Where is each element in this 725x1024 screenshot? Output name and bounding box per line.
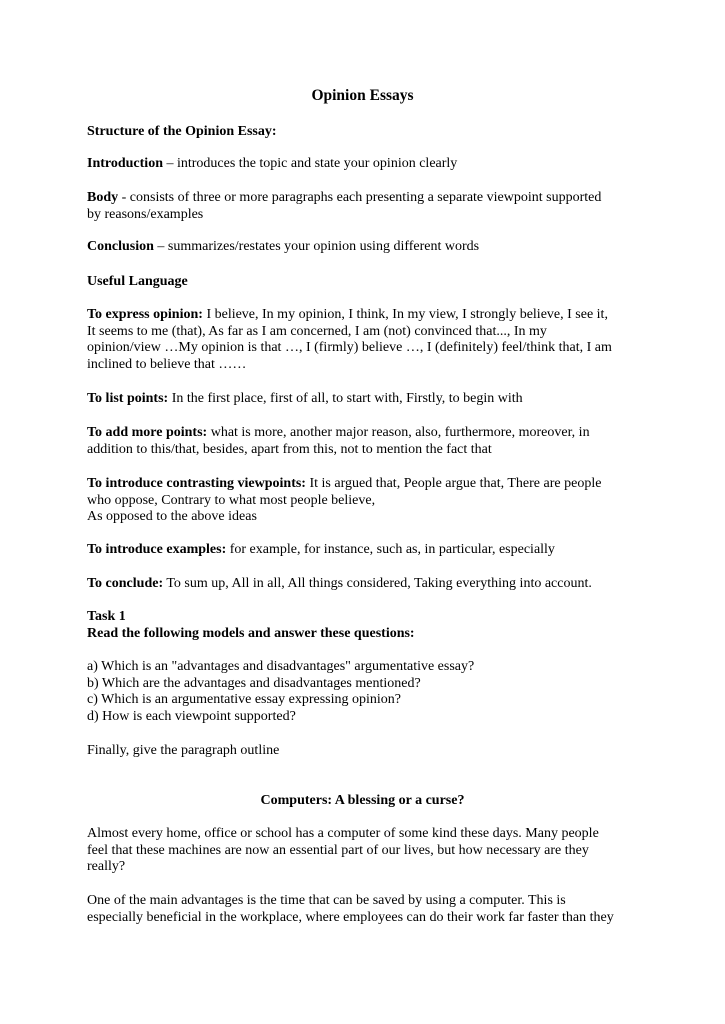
line-text: addition to this/that, besides, apart from this, not to mention the fact that <box>87 441 492 457</box>
bold-label: To conclude: <box>87 576 164 591</box>
text-line <box>87 676 647 693</box>
line-text: for example, for instance, such as, in particular, especially <box>226 542 555 557</box>
essay-title <box>0 793 725 810</box>
outline-instruction <box>87 743 647 760</box>
bold-label: Computers: A blessing or a curse? <box>260 793 465 808</box>
text-line <box>87 274 647 291</box>
line-text: I believe, In my opinion, I think, In my view, I strongly believe, I see it, <box>202 307 608 322</box>
bold-label: To list points: <box>87 391 169 406</box>
bold-label: To express opinion: <box>87 307 203 322</box>
line-text: One of the main advantages is the time that can be saved by using a computer. This is <box>87 893 566 908</box>
line-text: It is argued that, People argue that, There are people <box>305 476 602 491</box>
useful-language-heading <box>87 274 647 291</box>
text-line <box>87 307 647 324</box>
bold-label: Introduction <box>87 156 163 171</box>
line-text: – summarizes/restates your opinion using different words <box>153 239 480 254</box>
line-text: inclined to believe that …… <box>87 357 247 373</box>
bold-label: Conclusion <box>87 239 154 254</box>
list-points-para <box>87 391 647 408</box>
line-text: Finally, give the paragraph outline <box>87 743 280 758</box>
essay-intro-para <box>87 826 647 876</box>
line-text: opinion/view …My opinion is that …, I (firmly) believe …, I (definitely) feel/think that, I am <box>87 340 612 356</box>
essay-para-2 <box>87 893 647 926</box>
text-line <box>87 893 647 910</box>
text-line <box>87 659 647 676</box>
text-line <box>87 859 647 876</box>
line-text: - consists of three or more paragraphs each presenting a separate viewpoint supported <box>118 190 602 205</box>
text-line <box>87 476 647 493</box>
body-para <box>87 190 647 223</box>
introduction-para <box>87 156 647 173</box>
text-line <box>87 493 647 510</box>
bold-label: To introduce contrasting viewpoints: <box>87 476 306 491</box>
structure-heading <box>87 124 647 141</box>
line-text: b) Which are the advantages and disadvantages mentioned? <box>87 675 421 691</box>
text-line <box>87 442 647 459</box>
line-text: – introduces the topic and state your opinion clearly <box>162 156 458 171</box>
bold-label: Structure of the Opinion Essay: <box>87 124 277 139</box>
bold-label: Task 1 <box>87 609 126 624</box>
text-line <box>87 357 647 374</box>
line-text: by reasons/examples <box>87 206 204 222</box>
line-text: As opposed to the above ideas <box>87 509 257 525</box>
text-line <box>87 207 647 224</box>
bold-label: To add more points: <box>87 425 208 440</box>
text-line <box>0 793 725 810</box>
bold-label: Useful Language <box>87 274 188 289</box>
conclusion-para <box>87 239 647 256</box>
bold-label: Body <box>87 190 119 205</box>
text-line <box>87 609 647 626</box>
text-line <box>87 576 647 593</box>
task-instruction <box>87 626 647 643</box>
bold-label: Read the following models and answer these questions: <box>87 626 415 641</box>
line-text: especially beneficial in the workplace, where employees can do their work far faster than they <box>87 909 614 925</box>
line-text: a) Which is an "advantages and disadvantages" argumentative essay? <box>87 659 475 674</box>
page-title: Opinion Essays <box>311 87 414 104</box>
bold-label: To introduce examples: <box>87 542 227 557</box>
line-text: In the first place, first of all, to start with, Firstly, to begin with <box>168 391 523 406</box>
task-heading <box>87 609 647 626</box>
text-line <box>87 156 647 173</box>
text-line <box>87 743 647 760</box>
text-line <box>87 709 647 726</box>
text-line <box>87 826 647 843</box>
line-text: c) Which is an argumentative essay expressing opinion? <box>87 692 402 708</box>
text-line <box>87 910 647 927</box>
text-line <box>87 340 647 357</box>
line-text: Almost every home, office or school has a computer of some kind these days. Many people <box>87 826 599 841</box>
text-line <box>87 239 647 256</box>
text-line <box>87 843 647 860</box>
add-points-para <box>87 425 647 458</box>
express-opinion-para <box>87 307 647 374</box>
line-text: who oppose, Contrary to what most people believe, <box>87 492 376 508</box>
line-text: feel that these machines are now an essential part of our lives, but how necessary are they <box>87 842 589 858</box>
line-text: what is more, another major reason, also, furthermore, moreover, in <box>207 425 590 440</box>
questions-list <box>87 659 647 726</box>
conclude-para <box>87 576 647 593</box>
text-line <box>87 324 647 341</box>
text-line <box>87 190 647 207</box>
line-text: It seems to me (that), As far as I am concerned, I am (not) convinced that..., In my <box>87 323 547 339</box>
examples-para <box>87 542 647 559</box>
contrasting-viewpoints-para <box>87 476 647 526</box>
text-line <box>87 425 647 442</box>
text-line <box>87 124 647 141</box>
text-line <box>87 692 647 709</box>
line-text: To sum up, All in all, All things considered, Taking everything into account. <box>163 576 592 591</box>
text-line <box>87 391 647 408</box>
text-line <box>87 509 647 526</box>
line-text: d) How is each viewpoint supported? <box>87 709 296 725</box>
line-text: really? <box>87 859 126 875</box>
text-line <box>87 542 647 559</box>
text-line <box>87 626 647 643</box>
